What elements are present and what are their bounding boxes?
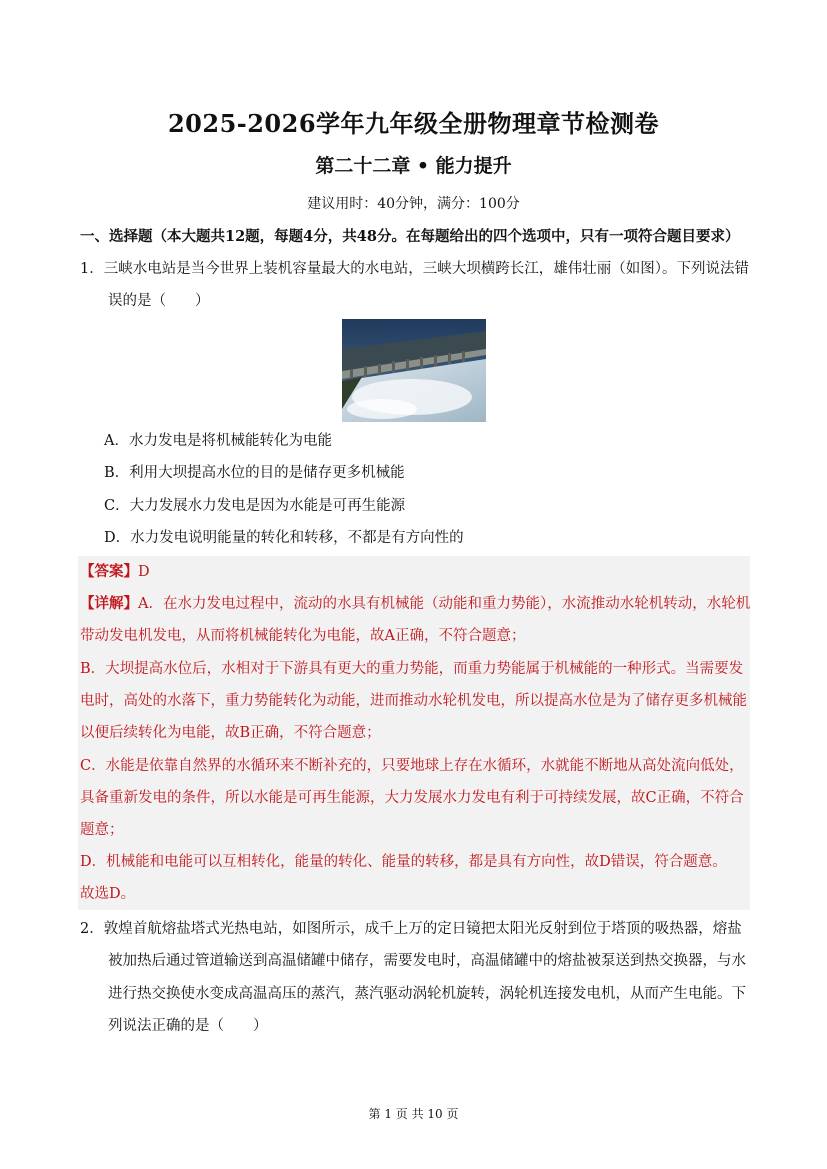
q2-line1: 2．敦煌首航熔盐塔式光热电站，如图所示，成千上万的定日镜把太阳光反射到位于塔顶的吸热器，熔盐 xyxy=(80,921,742,937)
q1-stem-line2: 误的是（ ） xyxy=(108,293,210,309)
time-score-info: 建议用时：40分钟，满分：100分 xyxy=(307,196,520,212)
q1-detail-line2: 带动发电机发电，从而将机械能转化为电能，故A正确，不符合题意； xyxy=(80,628,526,644)
q1-option-c: C．大力发展水力发电是因为水能是可再生能源 xyxy=(104,498,406,514)
q1-detail-line5: 以便后续转化为电能，故B正确，不符合题意； xyxy=(80,725,381,741)
q1-detail-line7: 具备重新发电的条件，所以水能是可再生能源，大力发展水力发电有利于可持续发展，故C正确，不符合 xyxy=(80,790,744,806)
q1-detail-line6: C．水能是依靠自然界的水循环来不断补充的，只要地球上存在水循环，水就能不断地从高处流向低处， xyxy=(80,758,744,774)
q1-detail-line9: D．机械能和电能可以互相转化，能量的转化、能量的转移，都是具有方向性，故D错误，符合题意。 xyxy=(80,854,727,870)
chapter-subtitle: 第二十二章 • 能力提升 xyxy=(315,155,512,177)
q1-option-b: B．利用大坝提高水位的目的是储存更多机械能 xyxy=(104,465,405,481)
dam-photo xyxy=(342,319,486,422)
section-heading: 一、选择题（本大题共12题，每题4分，共48分。在每题给出的四个选项中，只有一项符合题目要求） xyxy=(80,228,740,245)
q2-line2: 被加热后通过管道输送到高温储罐中储存，需要发电时，高温储罐中的熔盐被泵送到热交换器，与水 xyxy=(108,953,746,969)
q1-stem-line1: 1．三峡水电站是当今世界上装机容量最大的水电站，三峡大坝横跨长江，雄伟壮丽（如图）。下列说法错 xyxy=(80,261,749,277)
q1-detail-line8: 题意； xyxy=(80,822,124,838)
detail-text: A．在水力发电过程中，流动的水具有机械能（动能和重力势能），水流推动水轮机转动，水轮机 xyxy=(138,596,751,612)
q1-answer xyxy=(80,562,150,582)
q1-detail-line10: 故选D。 xyxy=(80,886,136,902)
q2-line4: 列说法正确的是（ ） xyxy=(108,1018,268,1034)
answer-value: D xyxy=(138,564,150,580)
page-title: 2025-2026学年九年级全册物理章节检测卷 xyxy=(167,109,660,138)
q1-detail-line4: 电时，高处的水落下，重力势能转化为动能，进而推动水轮机发电，所以提高水位是为了储存更多机械能 xyxy=(80,693,747,709)
page-number: 第 1 页 共 10 页 xyxy=(368,1107,459,1121)
q2-line3: 进行热交换使水变成高温高压的蒸汽，蒸汽驱动涡轮机旋转，涡轮机连接发电机，从而产生电能。下 xyxy=(108,986,746,1002)
q1-detail-line3: B．大坝提高水位后，水相对于下游具有更大的重力势能，而重力势能属于机械能的一种形式。当需要发 xyxy=(80,661,744,677)
q1-option-d: D．水力发电说明能量的转化和转移，不都是有方向性的 xyxy=(104,530,464,546)
q1-option-a: A．水力发电是将机械能转化为电能 xyxy=(104,433,332,449)
q1-detail-line1 xyxy=(80,594,750,614)
detail-tag: 【详解】 xyxy=(80,595,138,612)
answer-tag: 【答案】 xyxy=(80,563,138,580)
